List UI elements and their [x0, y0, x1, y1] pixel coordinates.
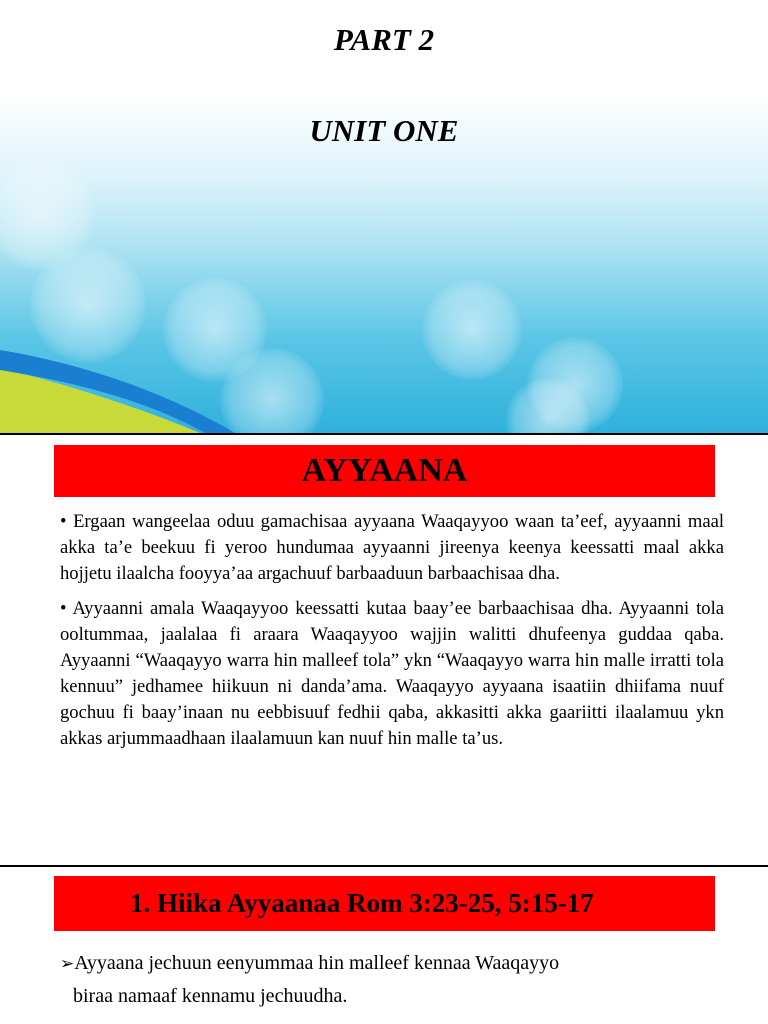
bullet-paragraph [60, 509, 724, 587]
paragraph-text: Ergaan wangeelaa oduu gamachisaa ayyaana Waaqayyoo waan ta’eef, ayyaanni maal akka ta’e beekuu fi yeroo hundumaa ayyaanni jireenya keenya keessatti maal akka hojjetu ilaalcha fooyya’aa argachuuf barbaaduun barbaachisaa dha. [60, 511, 725, 584]
bullet-dot: • [60, 511, 67, 532]
bullet-text-line: biraa namaaf kennamu jechuudha. [73, 985, 348, 1007]
paragraph-text: Ayyaanni amala Waaqayyoo keessatti kutaa baay’ee barbaachisaa dha. Ayyaanni tola ooltummaa, jaalalaa fi araara Waaqayyoo wajjin walitti dhufeenya guddaa qaba. Ayyaanni “Waaqayyo warra hin malleef tola” ykn “Waaqayyo warra hin malle irratti tola kennuu” jedhamee hiikuun ni danda’ama. Waaqayyo ayyaana isaatiin dhiifama nuuf gochuu fi baay’inaan nu eebbisuuf fedhii qaba, akkasitti akka gaariitti ilaalamuu ykn akkas arjummaadhaan ilaalamuun kan nuuf hin malle ta’us. [60, 598, 724, 749]
part-title: PART 2 [333, 22, 435, 57]
bullet-text-line: Ayyaana jechuun eenyummaa hin malleef kennaa Waaqayyo [74, 952, 560, 974]
unit-title: UNIT ONE [309, 113, 459, 148]
arrow-bullet-icon: ➢ [60, 954, 75, 973]
section-heading-bar [54, 445, 715, 497]
bullet-dot: • [60, 598, 67, 619]
slide-body [60, 509, 724, 761]
bullet-paragraph [60, 596, 724, 752]
title-slide [0, 0, 768, 433]
bubble [30, 247, 146, 363]
slide-body [60, 947, 724, 1013]
bubble [422, 280, 522, 380]
definition-slide [0, 867, 768, 1024]
ayyaana-slide [0, 435, 768, 865]
section-heading-bar [54, 876, 715, 931]
decorative-background [0, 0, 768, 433]
section-heading: AYYAANA [301, 452, 468, 489]
section-heading: 1. Hiika Ayyaanaa Rom 3:23-25, 5:15-17 [130, 888, 594, 918]
